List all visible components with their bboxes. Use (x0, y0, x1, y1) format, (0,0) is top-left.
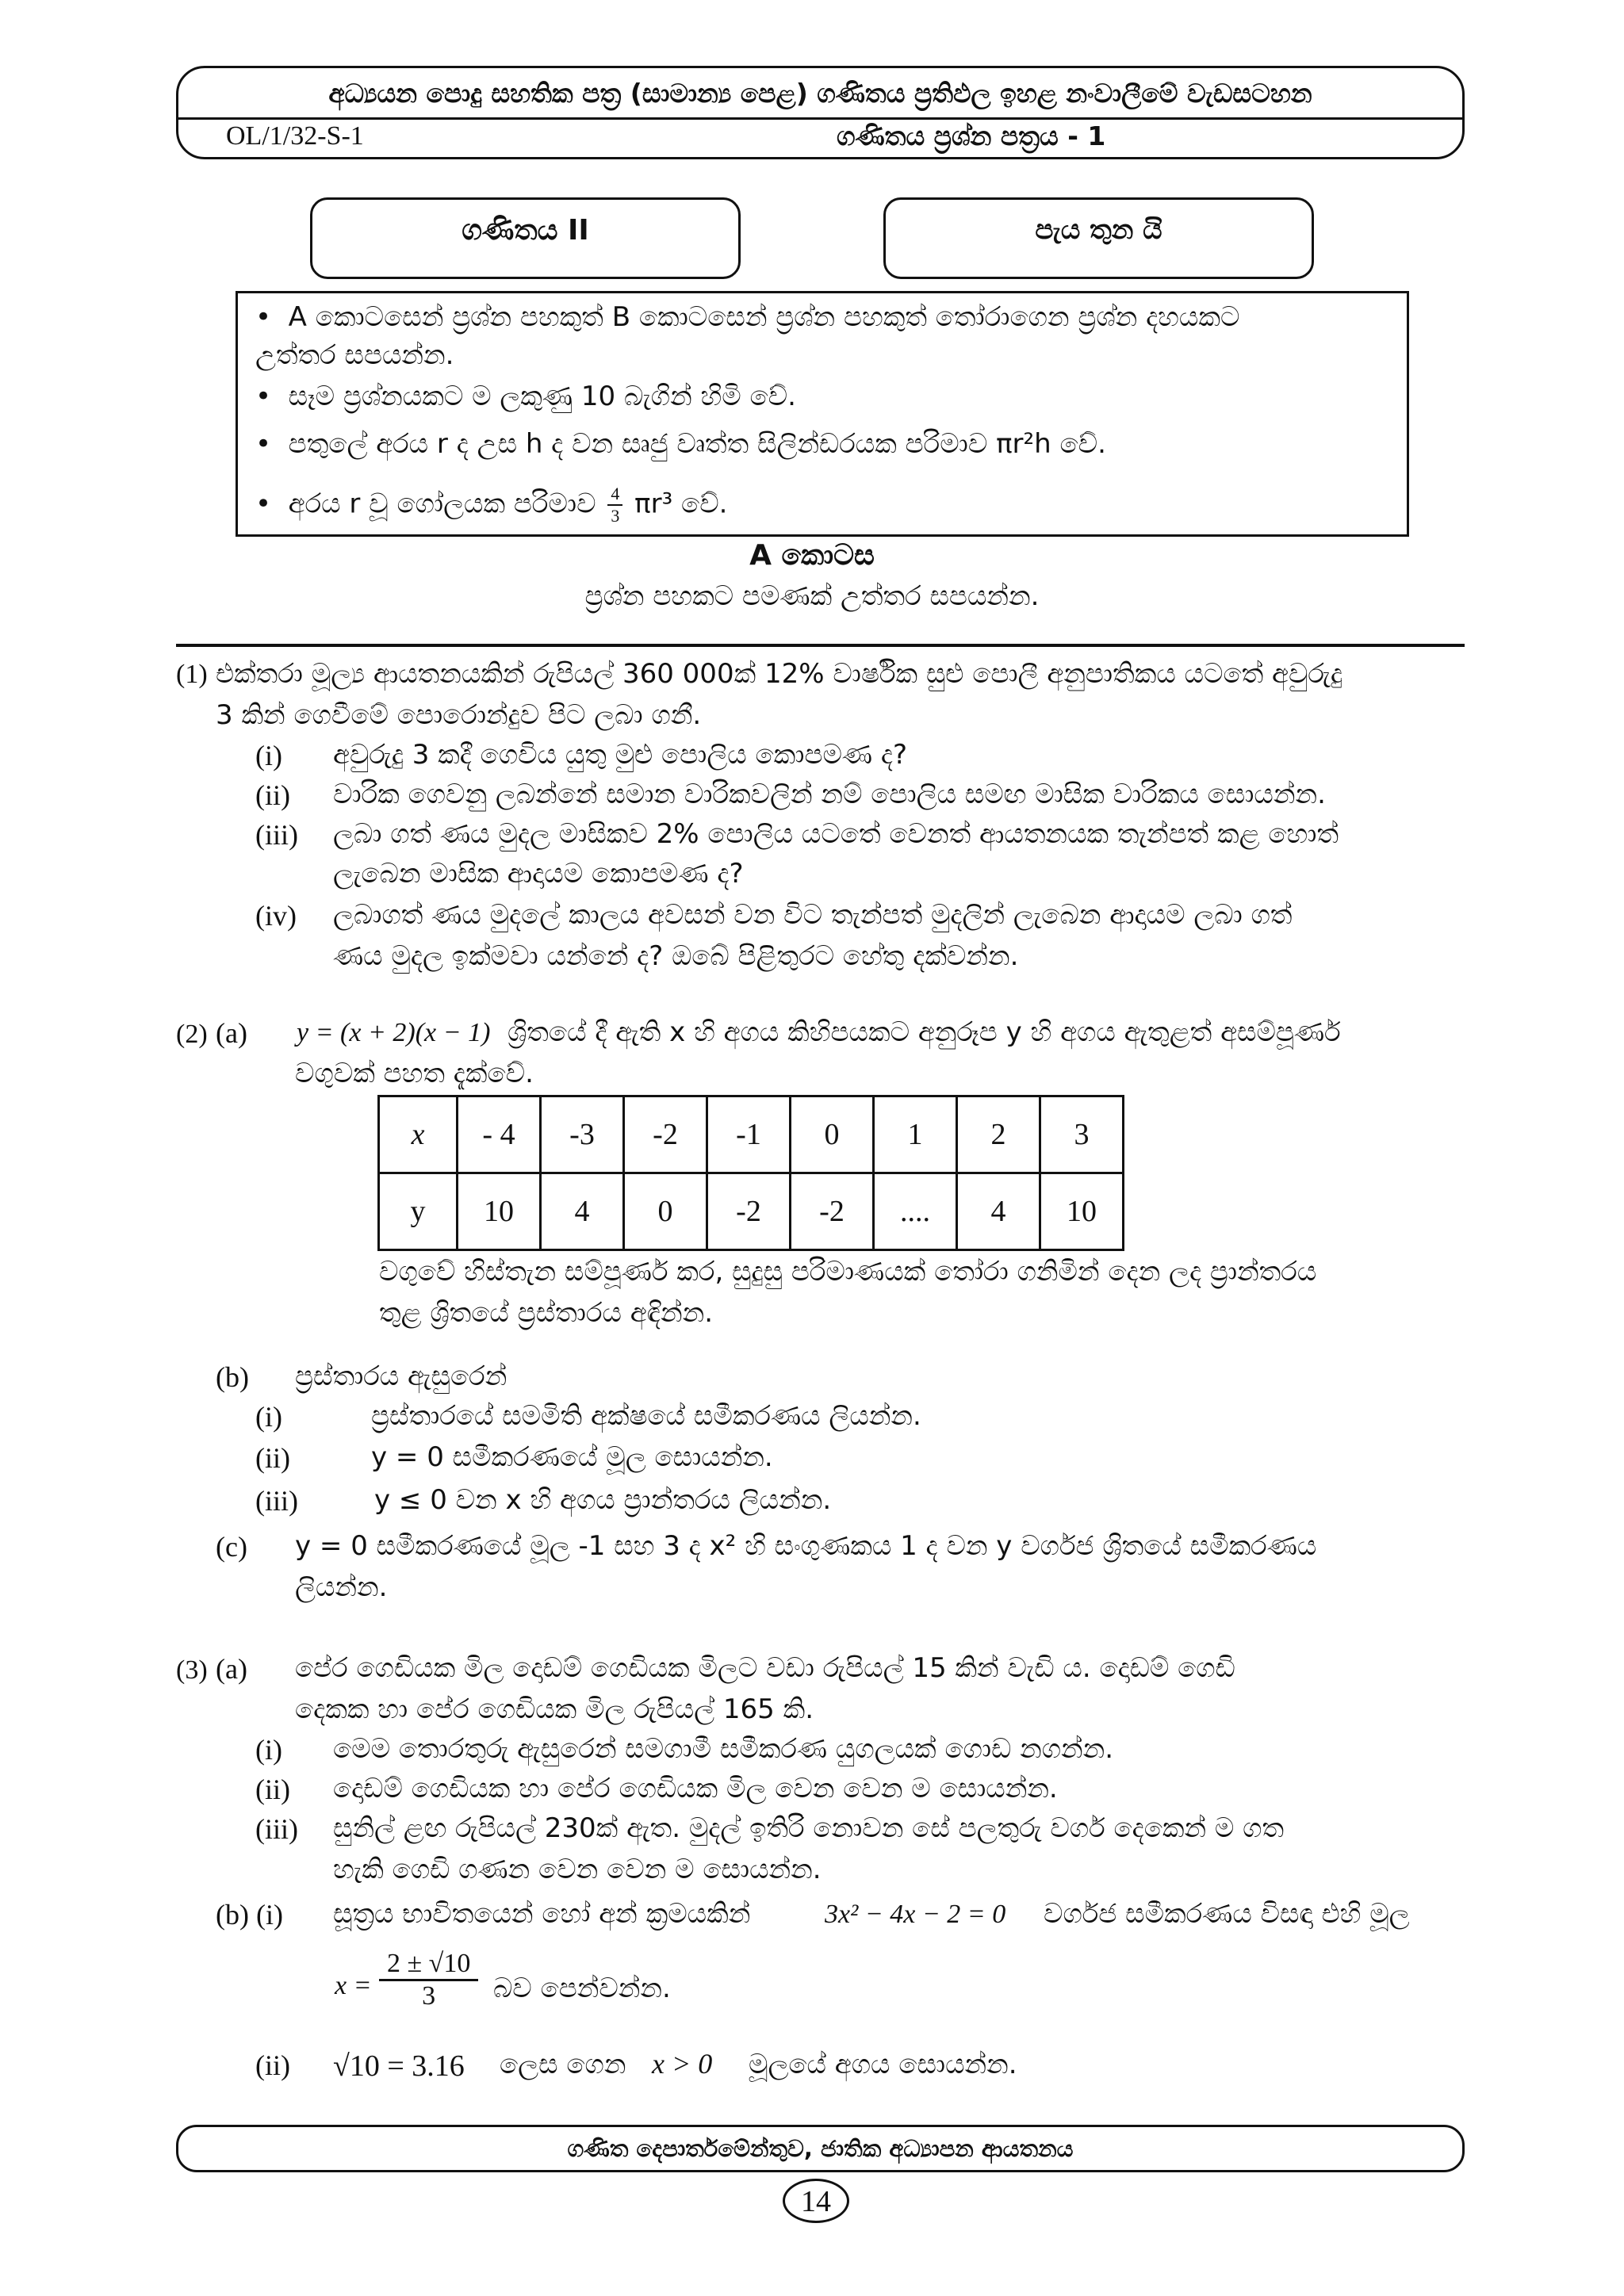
q1-part-iv-line-2: ණය මුදල ඉක්මවා යන්නේ ද? ඔබේ පිළිතුරට හේතු දක්වන්න. (333, 940, 1019, 972)
table-cell: -3 (541, 1096, 624, 1173)
value-table (377, 1095, 1124, 1251)
q3-b-ii-text-1: ලෙස ගෙන (500, 2049, 626, 2080)
duration-label: පැය තුන යි (1035, 214, 1162, 246)
q3-a-part-i: මෙම තොරතුරු ඇසුරෙන් සමගාමී සමීකරණ යුගලයක් ගොඩ නගන්න. (333, 1733, 1114, 1765)
q1-part-ii: වාරික ගෙවනු ලබන්නේ සමාන වාරිකවලින් නම් පොලිය සමඟ මාසික වාරිකය සොයන්න. (333, 779, 1326, 810)
table-row-x (379, 1096, 1124, 1173)
bullet: • (255, 428, 289, 460)
q3-b-label: (b) (i) (216, 1899, 283, 1931)
q3-a-part-label: (ii) (255, 1774, 290, 1805)
q3-b-ii-equation: √10 = 3.16 (333, 2049, 465, 2083)
instructions-box (236, 291, 1409, 537)
fraction-numerator: 2 ± √10 (379, 1949, 478, 1981)
q1-part-iii-line-1: ලබා ගත් ණය මුදල මාසිකව 2% පොලිය යටතේ වෙනත් ආයතනයක තැන්පත් කළ හොත් (333, 818, 1339, 850)
page-number-badge (783, 2179, 849, 2223)
section-title: A කොටස (749, 539, 875, 572)
subject-label: ගණිතය II (462, 214, 589, 247)
instruction-1-cont: උත්තර සපයන්න. (255, 339, 454, 371)
table-cell: 2 (957, 1096, 1040, 1173)
q3-b-ii-text-2: මූලයේ අගය සොයන්න. (749, 2049, 1017, 2080)
section-rule (176, 644, 1465, 647)
table-cell: 1 (874, 1096, 957, 1173)
table-cell: .... (874, 1173, 957, 1250)
table-cell: 0 (624, 1173, 707, 1250)
bullet: • (255, 488, 289, 520)
four-thirds-fraction: $\frac{4}{3}$ (607, 484, 622, 526)
q2-b-intro: ප්‍රස්තාරය ඇසුරෙන් (295, 1360, 508, 1392)
q2-after-table-line-2: තුළ ශ්‍රිතයේ ප්‍රස්තාරය අඳින්න. (379, 1297, 714, 1329)
table-cell: 0 (791, 1096, 874, 1173)
q3-a-part-label: (iii) (255, 1813, 298, 1845)
table-cell: -2 (624, 1096, 707, 1173)
instruction-3: • පතුලේ අරය r ද උස h ද වන සෘජු වෘත්ත සිලින්ඩරයක පරිමාව πr²h වේ. (255, 428, 1106, 460)
duration-box (883, 197, 1314, 279)
q2-b-part-label: (ii) (255, 1442, 290, 1474)
table-cell: 4 (541, 1173, 624, 1250)
table-cell: 4 (957, 1173, 1040, 1250)
instruction-1: • A කොටසෙන් ප්‍රශ්න පහකුත් B කොටසෙන් ප්‍රශ්න පහකුත් තෝරාගෙන ප්‍රශ්න දහයකට (255, 301, 1240, 333)
header-box (176, 66, 1465, 159)
section-subtitle: ප්‍රශ්න පහකට පමණක් උත්තර සපයන්න. (584, 580, 1040, 612)
page-number: 14 (801, 2185, 831, 2218)
q2-b-part-iii: y ≤ 0 වන x හි අගය ප්‍රාන්තරය ලියන්න. (374, 1484, 832, 1516)
table-header-x: x (379, 1096, 458, 1173)
q3-a-part-label: (i) (255, 1734, 282, 1766)
q3-a-part-iii-line-2: හැකි ගෙඩි ගණන වෙන වෙන ම සොයන්න. (333, 1854, 822, 1885)
paper-code: OL/1/32-S-1 (226, 121, 364, 151)
q3-b-ii-condition: x > 0 (652, 2048, 713, 2080)
q1-number: (1) (176, 660, 208, 689)
table-cell: -1 (707, 1096, 791, 1173)
q1-part-i: අවුරුදු 3 කදී ගෙවිය යුතු මුළු පොලිය කොපමණ ද? (333, 739, 908, 771)
q3-a-label: (a) (216, 1653, 247, 1685)
subject-box (310, 197, 741, 279)
q1-part-label: (iii) (255, 819, 298, 851)
q2-a-equation: y = (x + 2)(x − 1) (297, 1018, 491, 1047)
table-cell: 10 (1040, 1173, 1124, 1250)
q3-b-i-show: බව පෙන්වන්න. (493, 1973, 671, 2004)
q2-b-part-label: (i) (255, 1401, 282, 1433)
q3-a-line-1: පේර ගෙඩියක මිල දොඩම් ගෙඩියක මිලට වඩා රුපියල් 15 කින් වැඩි ය. දොඩම් ගෙඩි (295, 1652, 1235, 1684)
q1-part-iii-line-2: ලැබෙන මාසික ආදායම කොපමණ ද? (333, 858, 744, 890)
q1-part-label: (ii) (255, 779, 290, 811)
q2-a-line-2: වගුවක් පහත දැක්වේ. (295, 1058, 534, 1089)
q3-b-i-equation: 3x² − 4x − 2 = 0 (825, 1900, 1006, 1929)
footer-box (176, 2125, 1465, 2172)
header-divider (176, 117, 1465, 120)
q1-line-1: එක්තරා මූල්‍ය ආයතනයකින් රුපියල් 360 000ක් 12% වාර්ෂික සුළු පොලී අනුපාතිකය යටතේ අවුරුදු (216, 658, 1342, 690)
q1-line-2: 3 කින් ගෙවීමේ පොරොන්දුව පිට ලබා ගනී. (216, 699, 702, 731)
q2-after-table-line-1: වගුවේ හිස්තැන සම්පූර්ණ කර, සුදුසු පරිමාණයක් තෝරා ගනිමින් දෙන ලද ප්‍රාන්තරය (379, 1256, 1317, 1288)
q2-c-line-1: y = 0 සමීකරණයේ මූල -1 සහ 3 ද x² හි සංගුණකය 1 ද වන y වර්ගජ ශ්‍රිතයේ සමීකරණය (295, 1530, 1317, 1562)
footer-org: ගණිත දෙපාර්තමේන්තුව, ජාතික අධ්‍යාපන ආයතනය (567, 2135, 1074, 2162)
table-cell: 10 (458, 1173, 541, 1250)
q2-a-label: (a) (216, 1017, 247, 1049)
root-fraction (379, 1949, 478, 2011)
q3-b-ii-label: (ii) (255, 2049, 290, 2081)
q2-b-label: (b) (216, 1361, 249, 1393)
table-cell: 3 (1040, 1096, 1124, 1173)
instruction-4: • අරය r වූ ගෝලයක පරිමාව $\frac{4}{3}$ πr³ වේ. (255, 484, 728, 526)
bullet: • (255, 381, 289, 412)
table-cell: -2 (707, 1173, 791, 1250)
header-title: අධ්‍යයන පොදු සහතික පත්‍ර (සාමාන්‍ය පෙළ) ගණිතය ප්‍රතිඵල ඉහළ නංවාලීමේ වැඩසටහන (328, 78, 1312, 109)
q2-number: (2) (176, 1020, 208, 1049)
fraction-denominator: 3 (422, 1981, 436, 2011)
q1-part-iv-line-1: ලබාගත් ණය මුදලේ කාලය අවසන් වන විට තැන්පත් මුදලින් ලැබෙන ආදායම ලබා ගත් (333, 899, 1293, 931)
bullet: • (255, 301, 289, 333)
q2-b-part-label: (iii) (255, 1485, 298, 1517)
q2-a-line-1: ශ්‍රිතයේ දී ඇති x හි අගය කිහිපයකට අනුරූප y හි අගය ඇතුළත් අසම්පූර්ණ (508, 1016, 1341, 1048)
q3-a-part-iii-line-1: සුනිල් ළඟ රුපියල් 230ක් ඇත. මුදල් ඉතිරි නොවන සේ පලතුරු වර්ග දෙකෙන් ම ගත (333, 1812, 1285, 1844)
q3-b-i-x: x = (335, 1971, 372, 2000)
q2-c-line-2: ලියන්න. (295, 1571, 388, 1603)
table-cell: -2 (791, 1173, 874, 1250)
table-cell: - 4 (458, 1096, 541, 1173)
q1-part-label: (i) (255, 740, 282, 771)
table-header-y: y (379, 1173, 458, 1250)
q2-b-part-ii: y = 0 සමීකරණයේ මූල සොයන්න. (371, 1441, 773, 1473)
q3-b-i-text-1: සූත්‍රය භාවිතයෙන් හෝ අන් ක්‍රමයකින් (333, 1898, 751, 1930)
q3-a-line-2: දෙකක හා පේර ගෙඩියක මිල රුපියල් 165 කි. (295, 1693, 814, 1725)
q2-b-part-i: ප්‍රස්තාරයේ සමමිති අක්ෂයේ සමීකරණය ලියන්න. (371, 1400, 921, 1432)
q3-number: (3) (176, 1655, 208, 1685)
q3-a-part-ii: දොඩම් ගෙඩියක හා පේර ගෙඩියක මිල වෙන වෙන ම සොයන්න. (333, 1773, 1058, 1804)
paper-name: ගණිතය ප්‍රශ්න පත්‍රය - 1 (837, 121, 1106, 151)
q2-c-label: (c) (216, 1531, 247, 1563)
q3-b-i-text-2: වර්ගජ සමීකරණය විසඳා එහි මූල (1044, 1898, 1410, 1930)
q1-part-label: (iv) (255, 900, 297, 932)
table-row-y (379, 1173, 1124, 1250)
instruction-2: • සෑම ප්‍රශ්නයකට ම ලකුණු 10 බැගින් හිමි වේ. (255, 381, 796, 412)
